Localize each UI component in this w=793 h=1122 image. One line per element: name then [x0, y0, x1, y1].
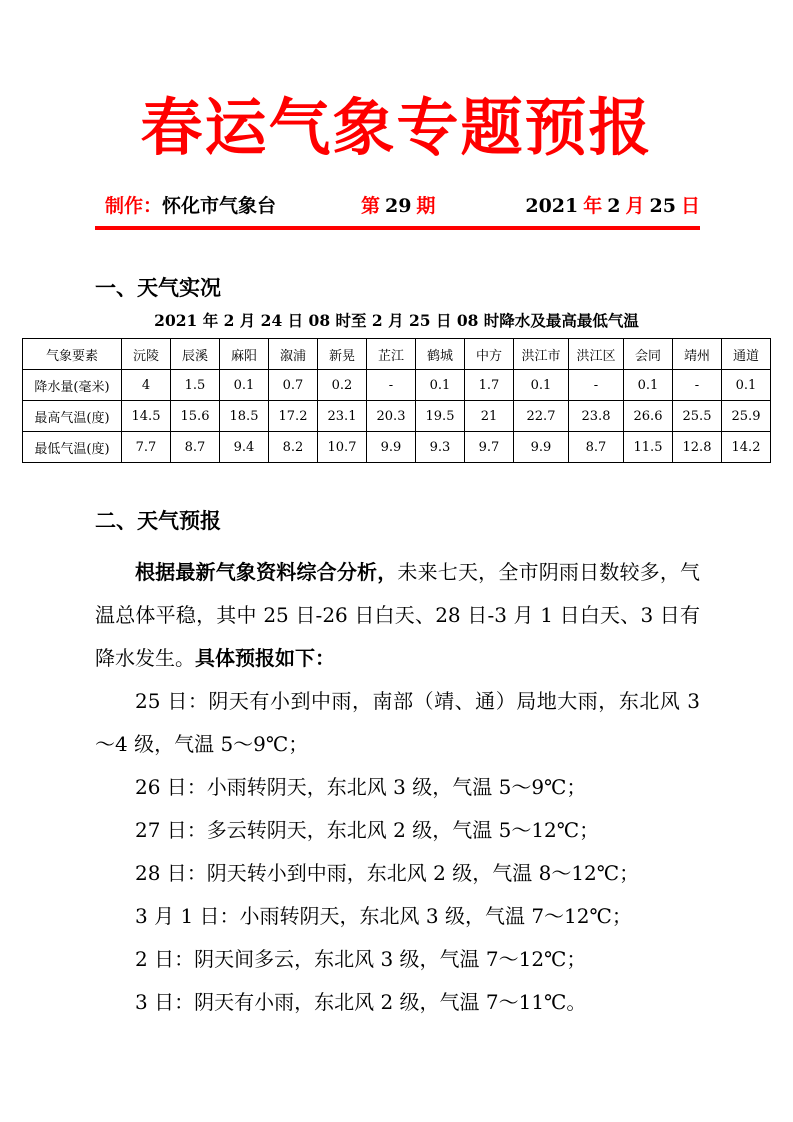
weather-observation-table	[22, 338, 771, 463]
table-header-cell: 气象要素	[23, 339, 122, 370]
table-cell: 8.7	[569, 432, 624, 463]
table-header-cell: 洪江市	[514, 339, 569, 370]
table-header-cell: 溆浦	[269, 339, 318, 370]
table-cell: 14.2	[722, 432, 771, 463]
table-cell: 9.4	[220, 432, 269, 463]
table-cell: 19.5	[416, 401, 465, 432]
table-cell: 23.8	[569, 401, 624, 432]
table-cell: 7.7	[122, 432, 171, 463]
table-header-cell: 靖州	[673, 339, 722, 370]
table-cell: 0.7	[269, 370, 318, 401]
section1-heading: 一、天气实况	[95, 275, 221, 300]
date-month-unit: 月	[625, 195, 645, 217]
table-cell: 15.6	[171, 401, 220, 432]
table-cell: 最高气温(度)	[23, 401, 122, 432]
forecast-line: 3 月 1 日：小雨转阴天，东北风 3 级，气温 7～12℃；	[135, 904, 632, 928]
red-divider-rule	[95, 226, 700, 230]
table-cell: 4	[122, 370, 171, 401]
table-header-row	[23, 339, 771, 370]
document-title: 春运气象专题预报	[140, 91, 653, 164]
weather-table-title: 2021 年 2 月 24 日 08 时至 2 月 25 日 08 时降水及最高最低气温	[154, 311, 639, 330]
table-cell: 22.7	[514, 401, 569, 432]
forecast-line: 2 日：阴天间多云，东北风 3 级，气温 7～12℃；	[135, 947, 587, 971]
producer	[105, 194, 276, 218]
masthead	[105, 194, 700, 218]
table-cell: 8.7	[171, 432, 220, 463]
table-cell: 12.8	[673, 432, 722, 463]
table-cell: 9.3	[416, 432, 465, 463]
table-cell: -	[569, 370, 624, 401]
table-cell: 9.9	[514, 432, 569, 463]
table-row	[23, 432, 771, 463]
producer-name: 怀化市气象台	[162, 195, 277, 217]
table-header-cell: 通道	[722, 339, 771, 370]
table-cell: -	[367, 370, 416, 401]
intro-body: 未来七天，全市阴雨日数较多，气温总体平稳，其中 25 日-26 日白天、28 日-3 月 1 日白天、3 日有降水发生。	[95, 560, 701, 670]
table-cell: 9.9	[367, 432, 416, 463]
table-cell: 20.3	[367, 401, 416, 432]
forecast-line: 26 日：小雨转阴天，东北风 3 级，气温 5～9℃；	[135, 775, 587, 799]
issue-suffix: 期	[416, 195, 436, 217]
intro-bold-lead: 根据最新气象资料综合分析，	[135, 560, 398, 584]
issue-number	[361, 194, 435, 218]
forecast-line: 28 日：阴天转小到中雨，东北风 2 级，气温 8～12℃；	[135, 861, 640, 885]
table-header-cell: 沅陵	[122, 339, 171, 370]
producer-label: 制作：	[105, 195, 163, 217]
table-header-cell: 会同	[624, 339, 673, 370]
table-cell: 18.5	[220, 401, 269, 432]
table-cell: 0.1	[514, 370, 569, 401]
table-cell: 8.2	[269, 432, 318, 463]
forecast-line: 25 日：阴天有小到中雨，南部（靖、通）局地大雨，东北风 3～4 级，气温 5～9℃；	[95, 689, 700, 756]
table-cell: 1.5	[171, 370, 220, 401]
table-cell: 25.9	[722, 401, 771, 432]
table-cell: 0.2	[318, 370, 367, 401]
table-header-cell: 新晃	[318, 339, 367, 370]
table-cell: 17.2	[269, 401, 318, 432]
forecast-line: 3 日：阴天有小雨，东北风 2 级，气温 7～11℃。	[135, 990, 587, 1014]
table-cell: 0.1	[722, 370, 771, 401]
weather-table-body	[23, 339, 771, 463]
table-cell: 降水量(毫米)	[23, 370, 122, 401]
date-day-unit: 日	[680, 195, 700, 217]
table-cell: 11.5	[624, 432, 673, 463]
forecast-lines	[0, 680, 793, 1024]
issue-value: 29	[384, 195, 412, 217]
table-row	[23, 401, 771, 432]
table-header-cell: 芷江	[367, 339, 416, 370]
issue-prefix: 第	[360, 195, 380, 217]
table-cell: 1.7	[465, 370, 514, 401]
table-header-cell: 洪江区	[569, 339, 624, 370]
table-cell: 最低气温(度)	[23, 432, 122, 463]
forecast-intro-paragraph	[95, 551, 700, 680]
table-cell: 14.5	[122, 401, 171, 432]
table-cell: 26.6	[624, 401, 673, 432]
table-cell: 25.5	[673, 401, 722, 432]
table-row	[23, 370, 771, 401]
table-cell: 9.7	[465, 432, 514, 463]
date-year-unit: 年	[583, 195, 603, 217]
table-cell: -	[673, 370, 722, 401]
table-header-cell: 鹤城	[416, 339, 465, 370]
date-year: 2021	[525, 195, 579, 217]
table-header-cell: 辰溪	[171, 339, 220, 370]
section2-heading: 二、天气预报	[95, 508, 221, 533]
date-month: 2	[607, 195, 621, 217]
intro-bold-tail: 具体预报如下：	[195, 646, 335, 670]
table-cell: 0.1	[416, 370, 465, 401]
table-header-cell: 中方	[465, 339, 514, 370]
table-header-cell: 麻阳	[220, 339, 269, 370]
table-cell: 0.1	[624, 370, 673, 401]
table-cell: 0.1	[220, 370, 269, 401]
table-cell: 10.7	[318, 432, 367, 463]
table-cell: 23.1	[318, 401, 367, 432]
table-cell: 21	[465, 401, 514, 432]
forecast-line: 27 日：多云转阴天，东北风 2 级，气温 5～12℃；	[135, 818, 600, 842]
date-day: 25	[649, 195, 676, 217]
issue-date	[520, 194, 700, 218]
